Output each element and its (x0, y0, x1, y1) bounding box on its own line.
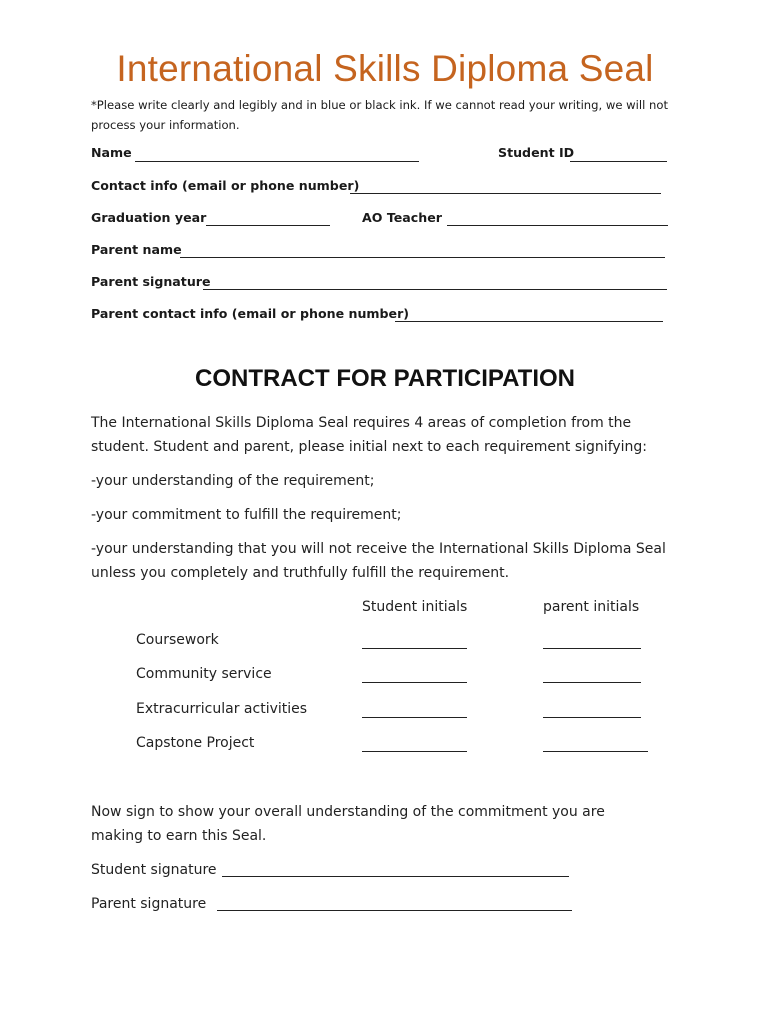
contract-intro: The International Skills Diploma Seal requires 4 areas of completion from the student. Student and parent, please initial next to each requirement signifying: (91, 415, 648, 455)
form-title: International Skills Diploma Seal (116, 48, 654, 89)
student-signature-label: Student signature (91, 862, 217, 878)
coursework-student-initials[interactable] (362, 648, 467, 649)
parent-contact-label: Parent contact info (email or phone number) (91, 306, 410, 321)
parent-signature-line[interactable] (203, 289, 667, 290)
ao-teacher-line[interactable] (447, 225, 668, 226)
parent-name-label: Parent name (91, 242, 182, 257)
requirement-capstone-project: Capstone Project (136, 735, 255, 751)
capstone-student-initials[interactable] (362, 751, 467, 752)
parent-name-line[interactable] (180, 257, 665, 258)
parent-contact-line[interactable] (395, 321, 663, 322)
community-service-student-initials[interactable] (362, 682, 467, 683)
coursework-parent-initials[interactable] (543, 648, 641, 649)
requirement-extracurricular: Extracurricular activities (136, 701, 308, 717)
name-line[interactable] (135, 161, 419, 162)
requirement-community-service: Community service (136, 666, 272, 682)
student-signature-line[interactable] (222, 876, 569, 877)
parent-signature-final-label: Parent signature (91, 896, 207, 912)
contract-heading: CONTRACT FOR PARTICIPATION (195, 365, 575, 392)
contact-info-line[interactable] (350, 193, 661, 194)
requirement-point-commitment: -your commitment to fulfill the requirement; (91, 507, 402, 523)
student-initials-header: Student initials (362, 599, 468, 615)
parent-initials-header: parent initials (543, 599, 640, 615)
requirement-coursework: Coursework (136, 632, 219, 648)
graduation-year-label: Graduation year (91, 210, 207, 225)
contact-info-label: Contact info (email or phone number) (91, 178, 360, 193)
student-id-label: Student ID (498, 145, 575, 160)
signature-instruction: Now sign to show your overall understanding of the commitment you are making to earn this Seal. (91, 804, 605, 844)
name-label: Name (91, 145, 132, 160)
ink-instruction-note: *Please write clearly and legibly and in blue or black ink. If we cannot read your writing, we will not process your information. (91, 98, 668, 132)
graduation-year-line[interactable] (206, 225, 330, 226)
extracurricular-parent-initials[interactable] (543, 717, 641, 718)
parent-signature-final-line[interactable] (217, 910, 572, 911)
capstone-parent-initials[interactable] (543, 751, 648, 752)
requirement-point-understanding: -your understanding of the requirement; (91, 473, 375, 489)
community-service-parent-initials[interactable] (543, 682, 641, 683)
requirement-point-completion: -your understanding that you will not receive the International Skills Diploma Seal unless you completely and truthfully fulfill the requirement. (91, 541, 666, 581)
parent-signature-label: Parent signature (91, 274, 211, 289)
extracurricular-student-initials[interactable] (362, 717, 467, 718)
ao-teacher-label: AO Teacher (362, 210, 442, 225)
student-id-line[interactable] (570, 161, 667, 162)
